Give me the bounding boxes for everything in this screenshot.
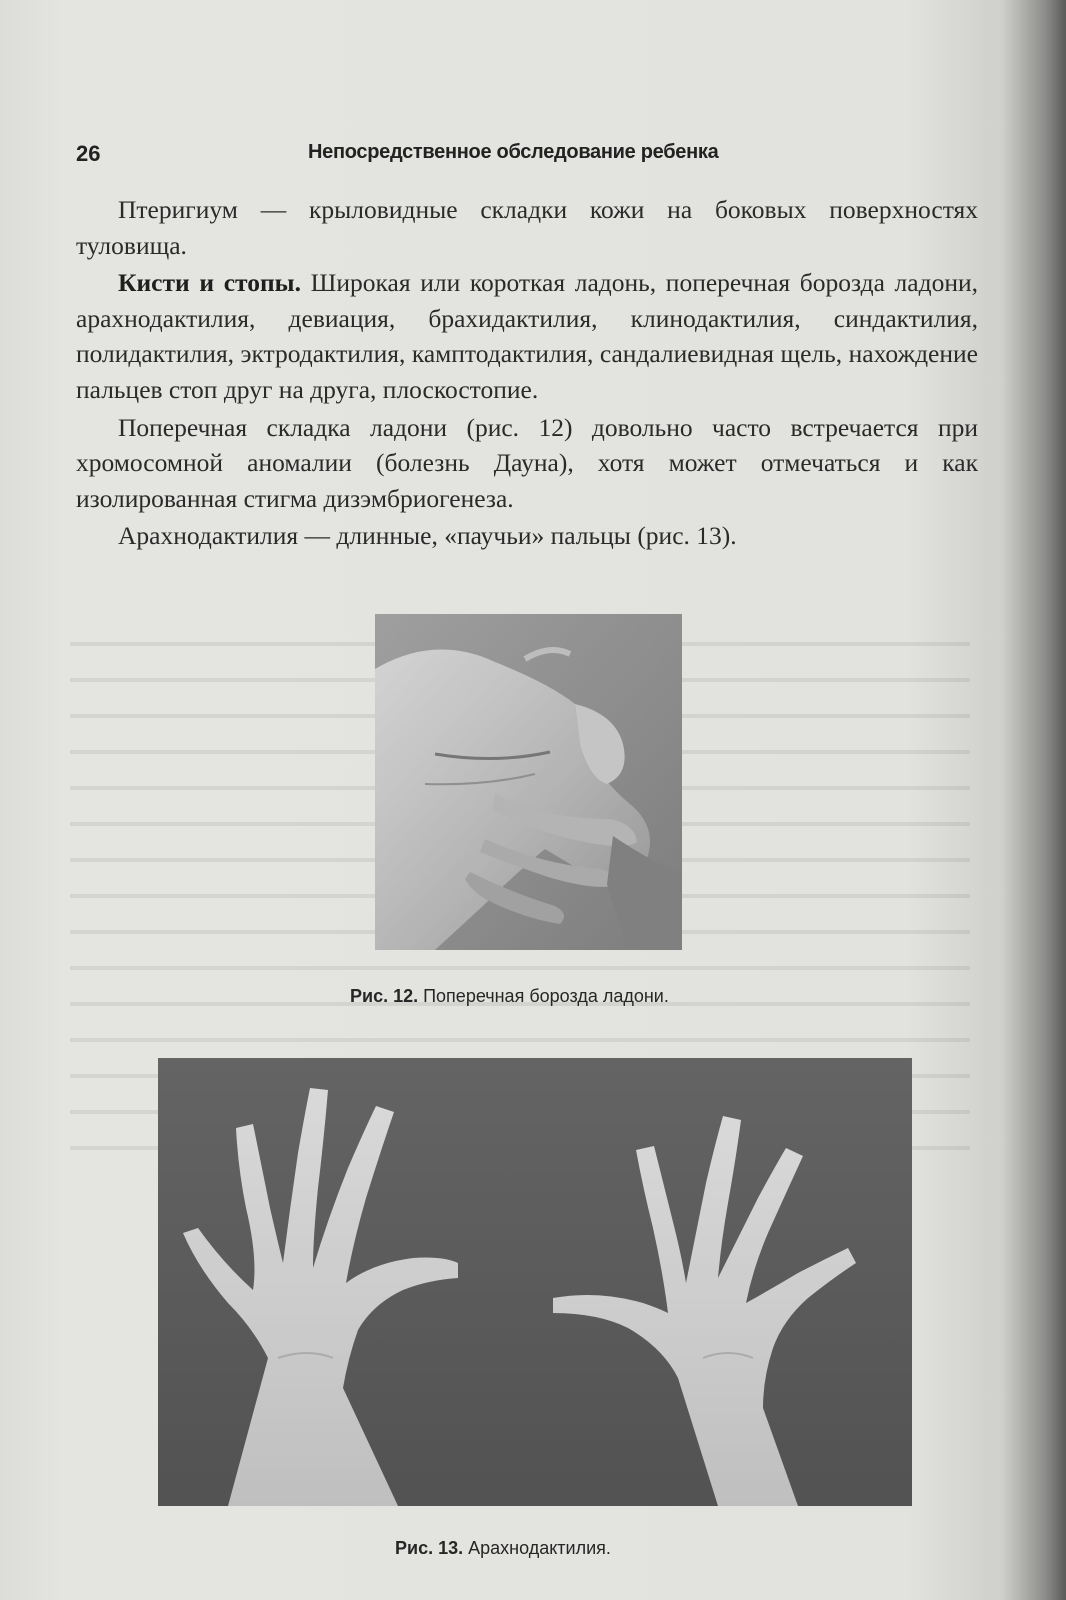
figure-13-caption-text: Арахнодактилия.: [463, 1538, 611, 1558]
page-number: 26: [76, 141, 101, 166]
running-header-title: Непосредственное обследование ребенка: [308, 141, 719, 163]
paragraph-hands-feet-text: Широкая или короткая ладонь, поперечная борозда ладони, арахнодактилия, девиация, брахидактилия, клинодактилия, синдактилия, полидактилия, эктродактилия, камптодактилия, сандалиевидная щель, нахождение пальцев стоп друг на друга, плоскостопие.: [76, 268, 978, 404]
paragraph-pterygium: Птеригиум — крыловидные складки кожи на боковых поверхностях туловища.: [76, 195, 978, 260]
paragraph-hands-feet-heading: Кисти и стопы.: [118, 268, 301, 298]
figure-13-label: Рис. 13.: [395, 1538, 464, 1558]
paragraph-palmar-crease: Поперечная складка ладони (рис. 12) довольно часто встречается при хромосомной аномалии (болезнь Дауна), хотя может отмечаться и как изолированная стигма дизэмбриогенеза.: [76, 412, 978, 513]
paragraph-hands-feet: [76, 265, 978, 407]
figure-13-caption: [395, 1538, 611, 1559]
figure-13-photo: [158, 1058, 912, 1506]
arachnodactyly-photo: [158, 1058, 912, 1506]
paragraph-arachnodactyly: Арахнодактилия — длинные, «паучьи» пальцы (рис. 13).: [118, 521, 737, 551]
body-text: [76, 192, 978, 556]
figure-12-caption-text: Поперечная борозда ладони.: [418, 986, 669, 1006]
palm-crease-photo: [375, 614, 682, 950]
figure-12-label: Рис. 12.: [350, 986, 419, 1006]
running-header: [76, 141, 976, 171]
figure-12-caption: [350, 986, 669, 1007]
figure-12-photo: [375, 614, 682, 950]
